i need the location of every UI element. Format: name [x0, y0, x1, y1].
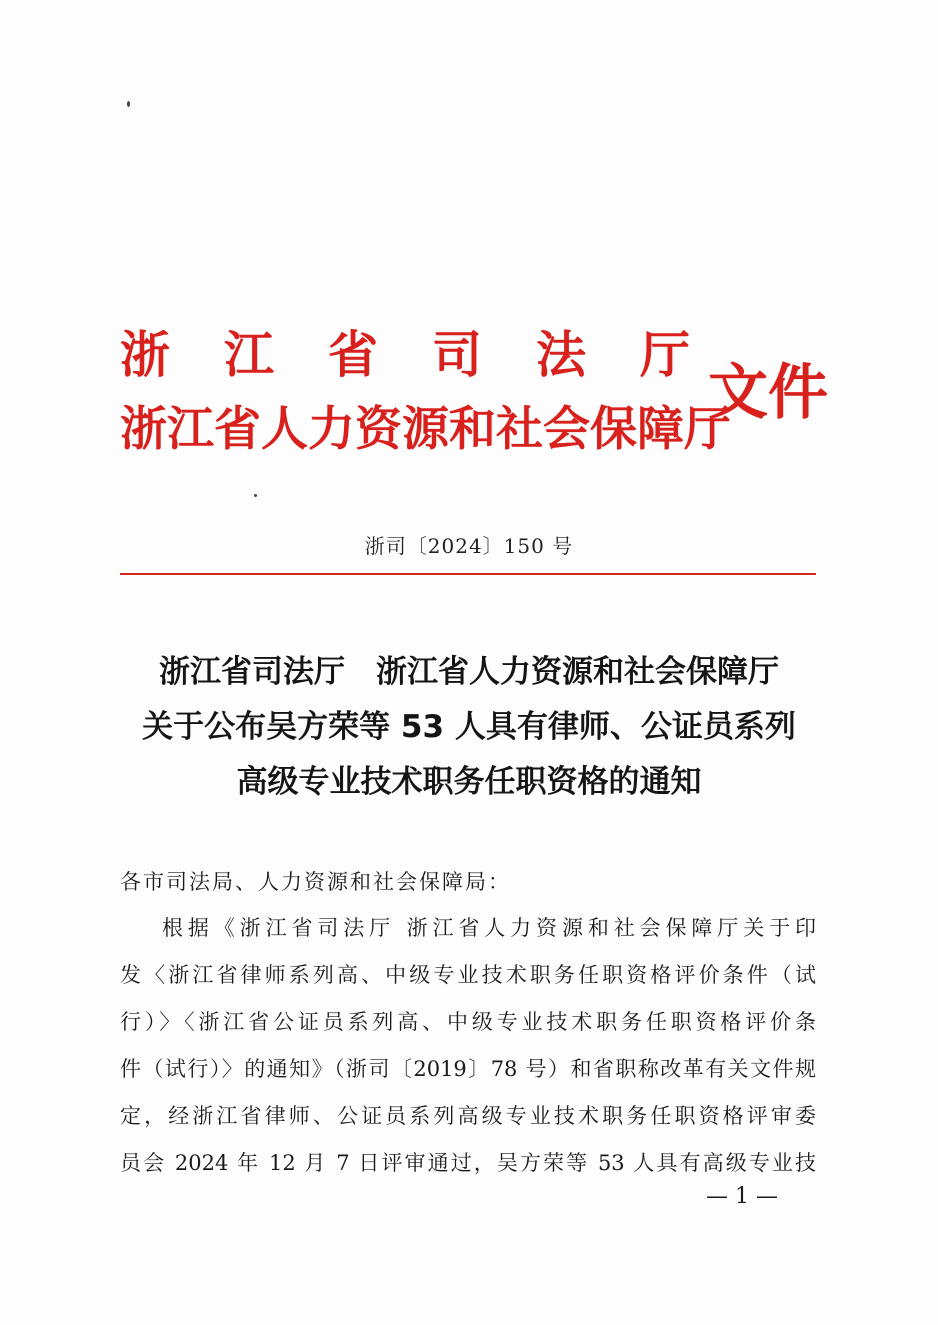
issuer-char: 法	[536, 326, 586, 384]
body-line: 定，经浙江省律师、公证员系列高级专业技术职务任职资格评审委	[120, 1104, 816, 1128]
body-line: 发〈浙江省律师系列高、中级专业技术职务任职资格评价条件（试	[120, 963, 816, 987]
issuer-char: 浙	[120, 326, 170, 384]
issuer-char: 厅	[640, 326, 690, 384]
issuer-line-1	[120, 325, 690, 385]
notice-title-line-3: 高级专业技术职务任职资格的通知	[236, 764, 702, 800]
notice-title-line-2: 关于公布吴方荣等 53 人具有律师、公证员系列	[142, 709, 796, 745]
scan-speck	[254, 494, 257, 497]
body-line: 件（试行）〉的通知》（浙司〔2019〕78 号）和省职称改革有关文件规	[120, 1057, 816, 1081]
body-line: 行）〉〈浙江省公证员系列高、中级专业技术职务任职资格评价条	[120, 1010, 816, 1034]
issuer-char: 江	[224, 326, 274, 384]
issuer-char: 司	[432, 326, 482, 384]
issuer-char: 省	[328, 326, 378, 384]
document-number: 浙司〔2024〕150 号	[364, 534, 574, 558]
body-line: 员会 2024 年 12 月 7 日评审通过，吴方荣等 53 人具有高级专业技	[120, 1151, 816, 1175]
document-suffix: 文件	[708, 358, 828, 428]
scan-speck	[127, 101, 130, 107]
body-line: 根据《浙江省司法厅 浙江省人力资源和社会保障厅关于印	[162, 916, 816, 940]
page-number: — 1 —	[706, 1184, 778, 1209]
red-divider-rule	[120, 573, 816, 575]
issuer-line-2: 浙江省人力资源和社会保障厅	[120, 402, 731, 457]
notice-title-line-1: 浙江省司法厅 浙江省人力资源和社会保障厅	[159, 654, 779, 690]
salutation: 各市司法局、人力资源和社会保障局：	[120, 870, 511, 894]
